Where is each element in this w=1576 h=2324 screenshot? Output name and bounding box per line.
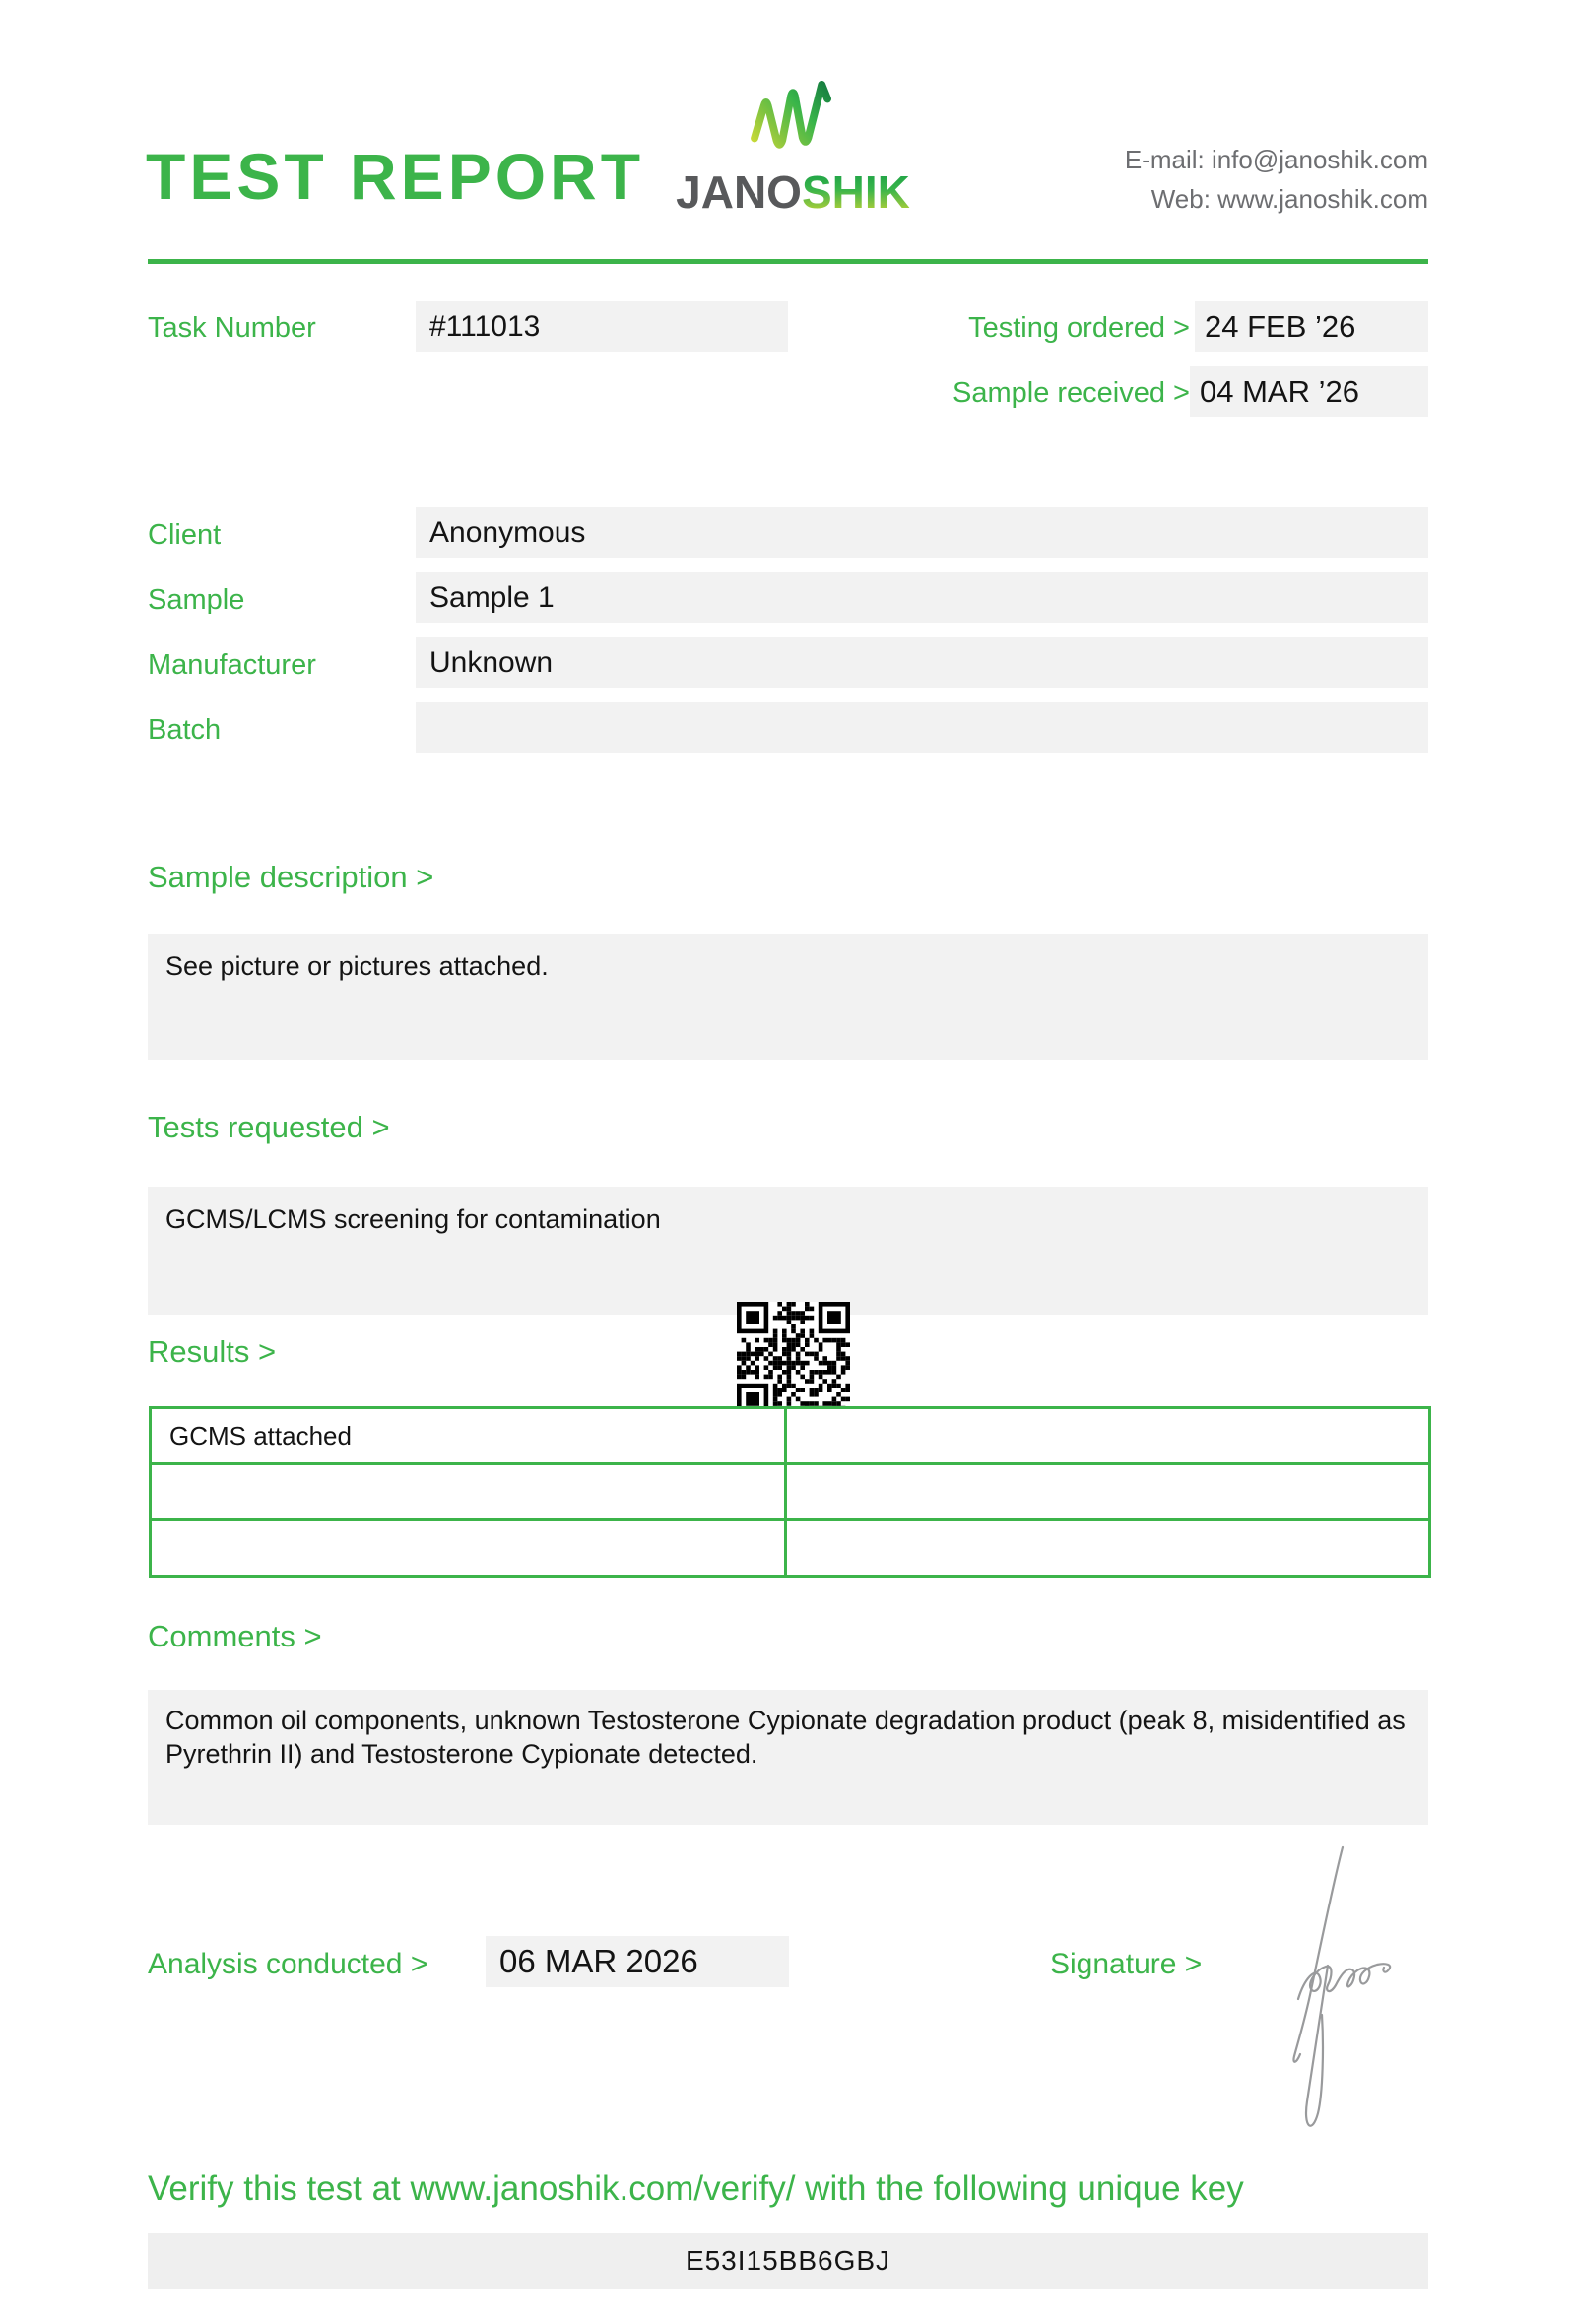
results-cell: GCMS attached <box>151 1408 786 1464</box>
signature-image <box>1269 1840 1416 2145</box>
contact-web: Web: www.janoshik.com <box>1150 184 1428 214</box>
logo-wordmark <box>676 166 910 218</box>
tests-requested-heading: Tests requested > <box>148 1110 390 1144</box>
comments-text: Common oil components, unknown Testosterone Cypionate degradation product (peak 8, misidentified as Pyrethrin II) and Testosterone Cypionate detected. <box>165 1706 1406 1769</box>
unique-key-box <box>148 2233 1428 2289</box>
results-cell <box>151 1464 786 1520</box>
analysis-date-value: 06 MAR 2026 <box>486 1936 789 1987</box>
tests-requested-text: GCMS/LCMS screening for contamination <box>165 1204 661 1234</box>
tests-requested-box <box>148 1187 1428 1315</box>
janoshik-logo <box>676 79 910 218</box>
comments-heading: Comments > <box>148 1619 322 1653</box>
client-value: Anonymous <box>416 507 1428 558</box>
page-title: TEST REPORT <box>146 140 645 213</box>
results-cell <box>786 1408 1430 1464</box>
sample-value: Sample 1 <box>416 572 1428 623</box>
signature-label: Signature > <box>1050 1948 1203 1980</box>
logo-chart-icon <box>750 79 836 156</box>
unique-key: E53I15BB6GBJ <box>685 2245 891 2276</box>
results-row <box>151 1464 1430 1520</box>
logo-text-shik: SHIK <box>801 166 910 218</box>
qr-code <box>737 1302 850 1415</box>
testing-ordered-label: Testing ordered > <box>968 312 1190 344</box>
analysis-conducted-label: Analysis conducted > <box>148 1948 428 1980</box>
results-cell <box>151 1520 786 1577</box>
results-heading: Results > <box>148 1334 277 1369</box>
results-cell <box>786 1464 1430 1520</box>
testing-ordered-value: 24 FEB ’26 <box>1195 301 1428 352</box>
sample-received-value: 04 MAR ’26 <box>1190 366 1428 417</box>
header-divider <box>148 259 1428 264</box>
results-row <box>151 1408 1430 1464</box>
client-label: Client <box>148 519 222 550</box>
manufacturer-label: Manufacturer <box>148 649 316 680</box>
verify-instructions: Verify this test at www.janoshik.com/verify/ with the following unique key <box>148 2169 1244 2208</box>
sample-description-text: See picture or pictures attached. <box>165 951 549 981</box>
logo-text-jano: JANO <box>676 166 802 218</box>
contact-email: E-mail: info@janoshik.com <box>1124 145 1428 174</box>
batch-value <box>416 702 1428 753</box>
sample-received-label: Sample received > <box>952 377 1190 409</box>
task-number-value: #111013 <box>416 301 788 352</box>
comments-box <box>148 1690 1428 1825</box>
results-table <box>149 1406 1431 1578</box>
sample-label: Sample <box>148 584 245 615</box>
results-row <box>151 1520 1430 1577</box>
sample-description-heading: Sample description > <box>148 860 434 894</box>
results-cell <box>786 1520 1430 1577</box>
contact-info <box>1125 140 1428 219</box>
batch-label: Batch <box>148 714 222 745</box>
manufacturer-value: Unknown <box>416 637 1428 688</box>
sample-description-box <box>148 934 1428 1060</box>
task-number-label: Task Number <box>148 312 316 344</box>
